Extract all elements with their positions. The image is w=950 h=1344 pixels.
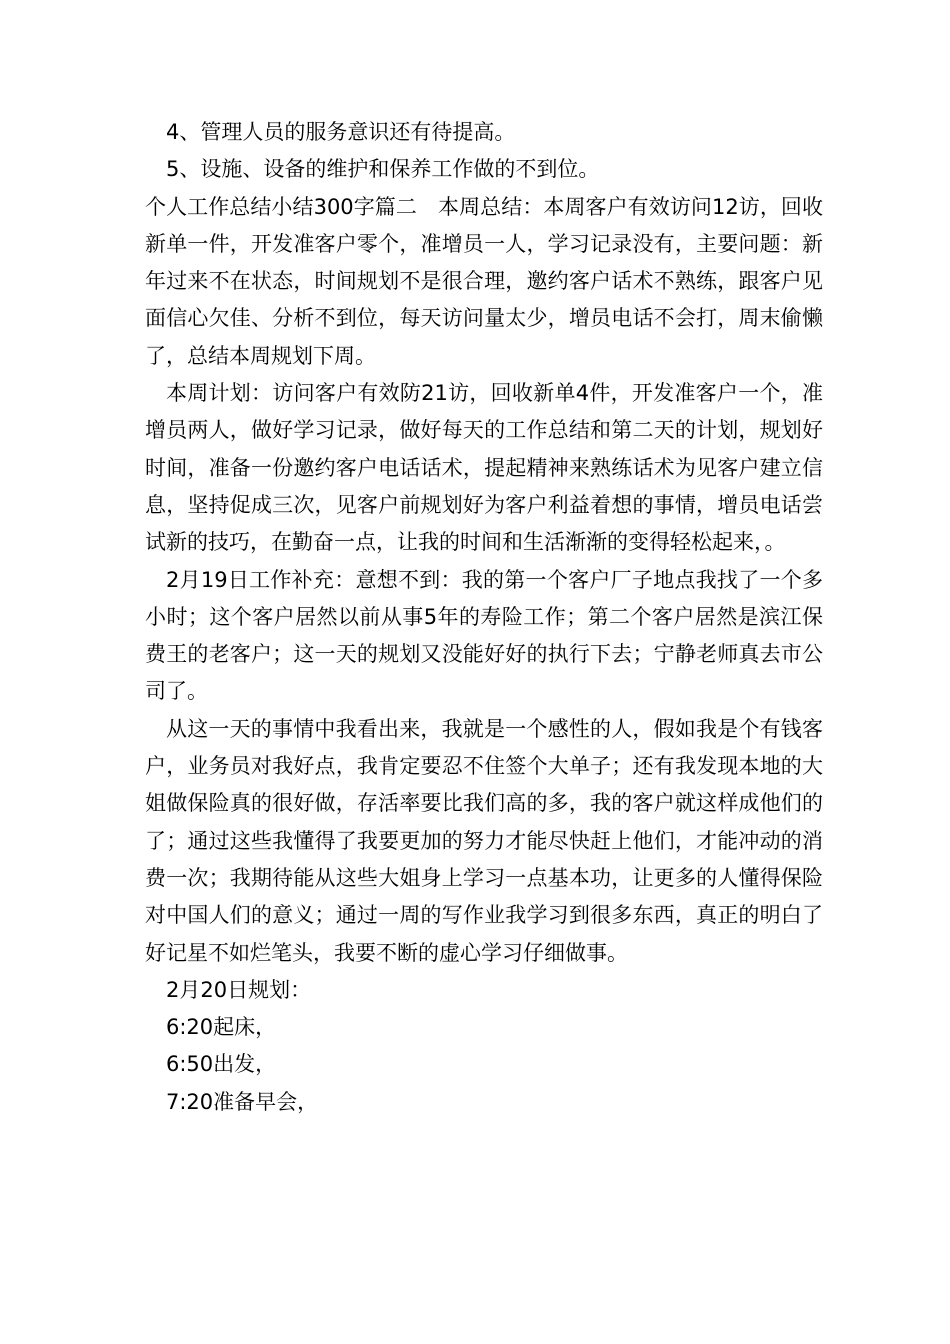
- paragraph-feb19-supplement: 2月19日工作补充：意想不到：我的第一个客户厂子地点我找了一个多小时；这个客户居然以前从事5年的寿险工作；第二个客户居然是滨江保费王的老客户；这一天的规划又没能好好的执行下去；宁静老师真去市公司了。: [145, 567, 823, 704]
- schedule-item-morning-meeting: 7:20准备早会，: [166, 1089, 319, 1114]
- document-body: [145, 114, 823, 1121]
- schedule-item-depart: 6:50出发，: [166, 1052, 277, 1077]
- paragraph-reflection: 从这一天的事情中我看出来，我就是一个感性的人，假如我是个有钱客户，业务员对我好点，我肯定要忍不住签个大单子；还有我发现本地的大姐做保险真的很好做，存活率要比我们高的多，我的客户就这样成他们的了；通过这些我懂得了我要更加的努力才能尽快赶上他们，才能冲动的消费一次；我期待能从这些大姐身上学习一点基本功，让更多的人懂得保险对中国人们的意义；通过一周的写作业我学习到很多东西，真正的明白了好记星不如烂笔头，我要不断的虚心学习仔细做事。: [145, 716, 823, 965]
- schedule-item-wake: 6:20起床，: [166, 1015, 277, 1040]
- paragraph-item-4: 4、管理人员的服务意识还有待提高。: [166, 120, 516, 144]
- paragraph-item-5: 5、设施、设备的维护和保养工作做的不到位。: [166, 157, 600, 182]
- paragraph-feb20-plan-heading: 2月20日规划：: [166, 977, 312, 1002]
- paragraph-weekly-summary: 个人工作总结小结300字篇二 本周总结：本周客户有效访问12访，回收新单一件，开发准客户零个，准增员一人，学习记录没有，主要问题：新年过来不在状态，时间规划不是很合理，邀约客户话术不熟练，跟客户见面信心欠佳、分析不到位，每天访问量太少，增员电话不会打，周末偷懒了，总结本周规划下周。: [145, 194, 823, 368]
- paragraph-weekly-plan: 本周计划：访问客户有效防21访，回收新单4件，开发准客户一个，准增员两人，做好学习记录，做好每天的工作总结和第二天的计划，规划好时间，准备一份邀约客户电话话术，提起精神来熟练话术为见客户建立信息，坚持促成三次，见客户前规划好为客户利益着想的事情，增员电话尝试新的技巧，在勤奋一点，让我的时间和生活渐渐的变得轻松起来，。: [145, 381, 823, 555]
